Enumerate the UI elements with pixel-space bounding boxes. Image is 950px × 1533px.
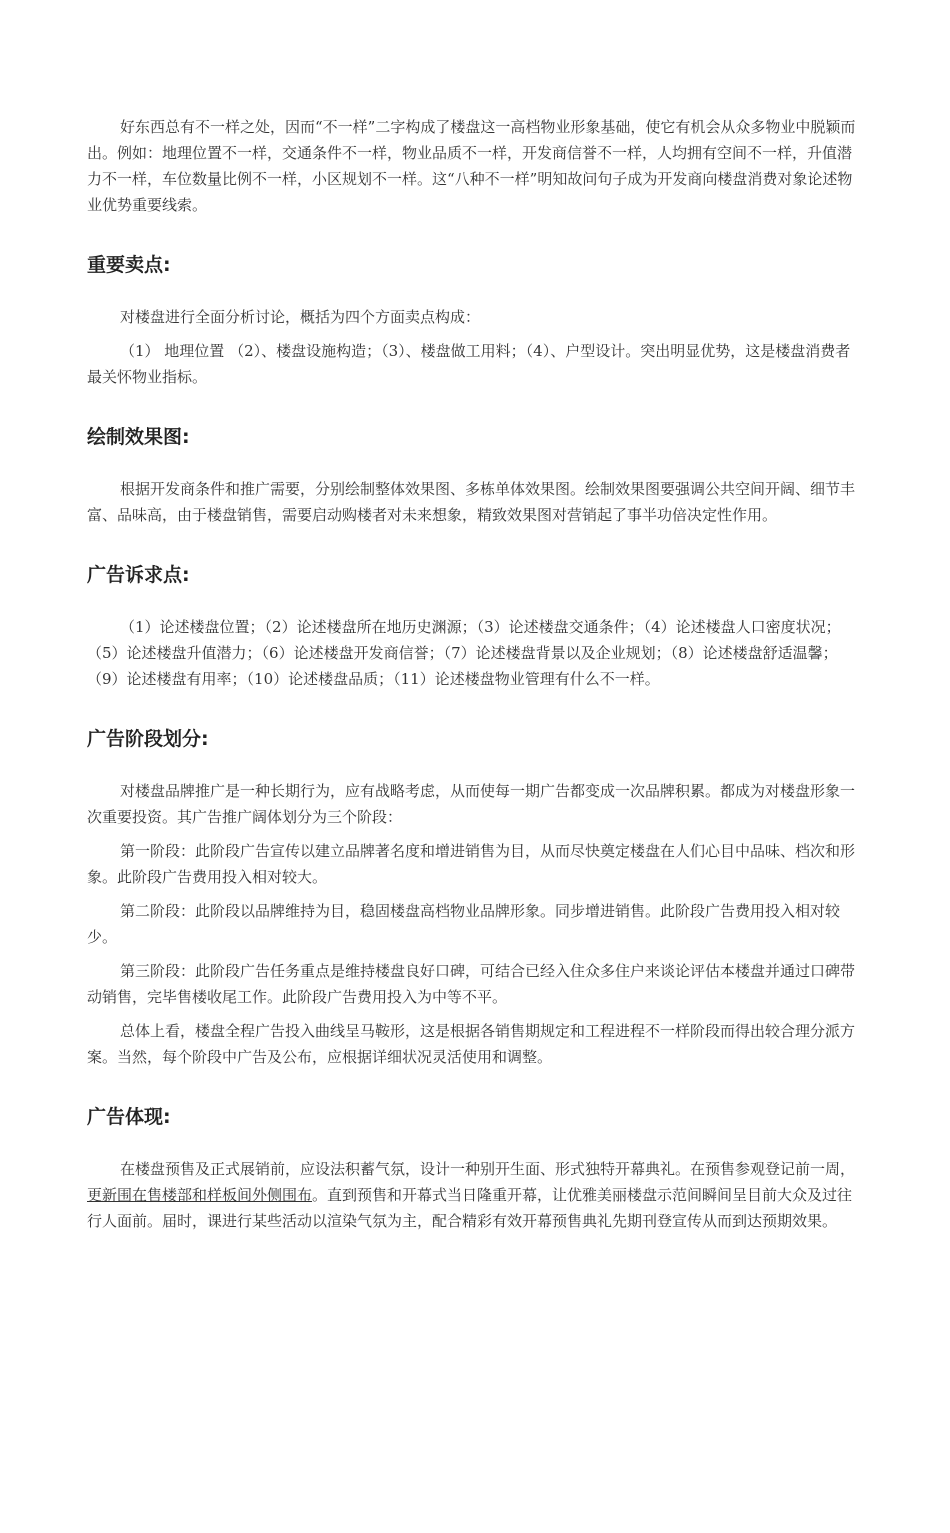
ad-stages-paragraph-1: 对楼盘品牌推广是一种长期行为，应有战略考虑，从而使每一期广告都变成一次品牌积累。都成为对楼盘形象一次重要投资。其广告推广阔体划分为三个阶段： (87, 782, 856, 826)
ad-expression-text-after: 。直到预售和开幕式当日隆重开幕，让优雅美丽楼盘示范间瞬间呈目前大众及过往行人面前。届时，课进行某些活动以渲染气氛为主，配合精彩有效开幕预售典礼先期刊登宣传从而到达预期效果。 (87, 1186, 853, 1230)
ad-expression-text-before: 在楼盘预售及正式展销前，应设法积蓄气氛，设计一种别开生面、形式独特开幕典礼。在预售参观登记前一周， (120, 1160, 856, 1178)
ad-stages-paragraph-5: 总体上看，楼盘全程广告投入曲线呈马鞍形，这是根据各销售期规定和工程进程不一样阶段而得出较合理分派方案。当然，每个阶段中广告及公布，应根据详细状况灵活使用和调整。 (87, 1022, 856, 1066)
ad-stages-paragraph-2: 第一阶段：此阶段广告宣传以建立品牌著名度和增进销售为目，从而尽快奠定楼盘在人们心目中品味、档次和形象。此阶段广告费用投入相对较大。 (87, 842, 856, 886)
heading-ad-stages: 广告阶段划分: (87, 728, 209, 750)
heading-ad-expression: 广告体现: (87, 1106, 171, 1128)
hoarding-link[interactable]: 更新围在售楼部和样板间外侧围布 (87, 1186, 313, 1204)
ad-expression-paragraph (87, 1156, 857, 1234)
ad-appeals-paragraph: （1）论述楼盘位置；（2）论述楼盘所在地历史渊源；（3）论述楼盘交通条件；（4）论述楼盘人口密度状况；（5）论述楼盘升值潜力；（6）论述楼盘开发商信誉；（7）论述楼盘背景以及企业规划；（8）论述楼盘舒适温馨；（9）论述楼盘有用率；（10）论述楼盘品质；（11）论述楼盘物业管理有什么不一样。 (87, 618, 841, 688)
ad-stages-paragraph-4: 第三阶段：此阶段广告任务重点是维持楼盘良好口碑，可结合已经入住众多住户来谈论评估本楼盘并通过口碑带动销售，完毕售楼收尾工作。此阶段广告费用投入为中等不平。 (87, 962, 856, 1006)
renderings-paragraph: 根据开发商条件和推广需要，分别绘制整体效果图、多栋单体效果图。绘制效果图要强调公共空间开阔、细节丰富、品味高，由于楼盘销售，需要启动购楼者对未来想象，精致效果图对营销起了事半功倍决定性作用。 (87, 480, 856, 524)
ad-stages-paragraph-3: 第二阶段：此阶段以品牌维持为目，稳固楼盘高档物业品牌形象。同步增进销售。此阶段广告费用投入相对较少。 (87, 902, 841, 946)
heading-selling-points: 重要卖点: (87, 254, 171, 276)
document-page (87, 114, 857, 1234)
intro-paragraph: 好东西总有不一样之处，因而“不一样”二字构成了楼盘这一高档物业形象基础，使它有机会从众多物业中脱颖而出。例如：地理位置不一样，交通条件不一样，物业品质不一样，开发商信誉不一样，人均拥有空间不一样，升值潜力不一样，车位数量比例不一样，小区规划不一样。这“八种不一样”明知故问句子成为开发商向楼盘消费对象论述物业优势重要线索。 (87, 118, 856, 214)
selling-points-paragraph-2: （1） 地理位置 （2）、楼盘设施构造；（3）、楼盘做工用料；（4）、户型设计。突出明显优势，这是楼盘消费者最关怀物业指标。 (87, 342, 851, 386)
heading-ad-appeals: 广告诉求点: (87, 564, 190, 586)
selling-points-paragraph-1: 对楼盘进行全面分析讨论，概括为四个方面卖点构成： (120, 308, 481, 326)
heading-renderings: 绘制效果图: (87, 426, 190, 448)
